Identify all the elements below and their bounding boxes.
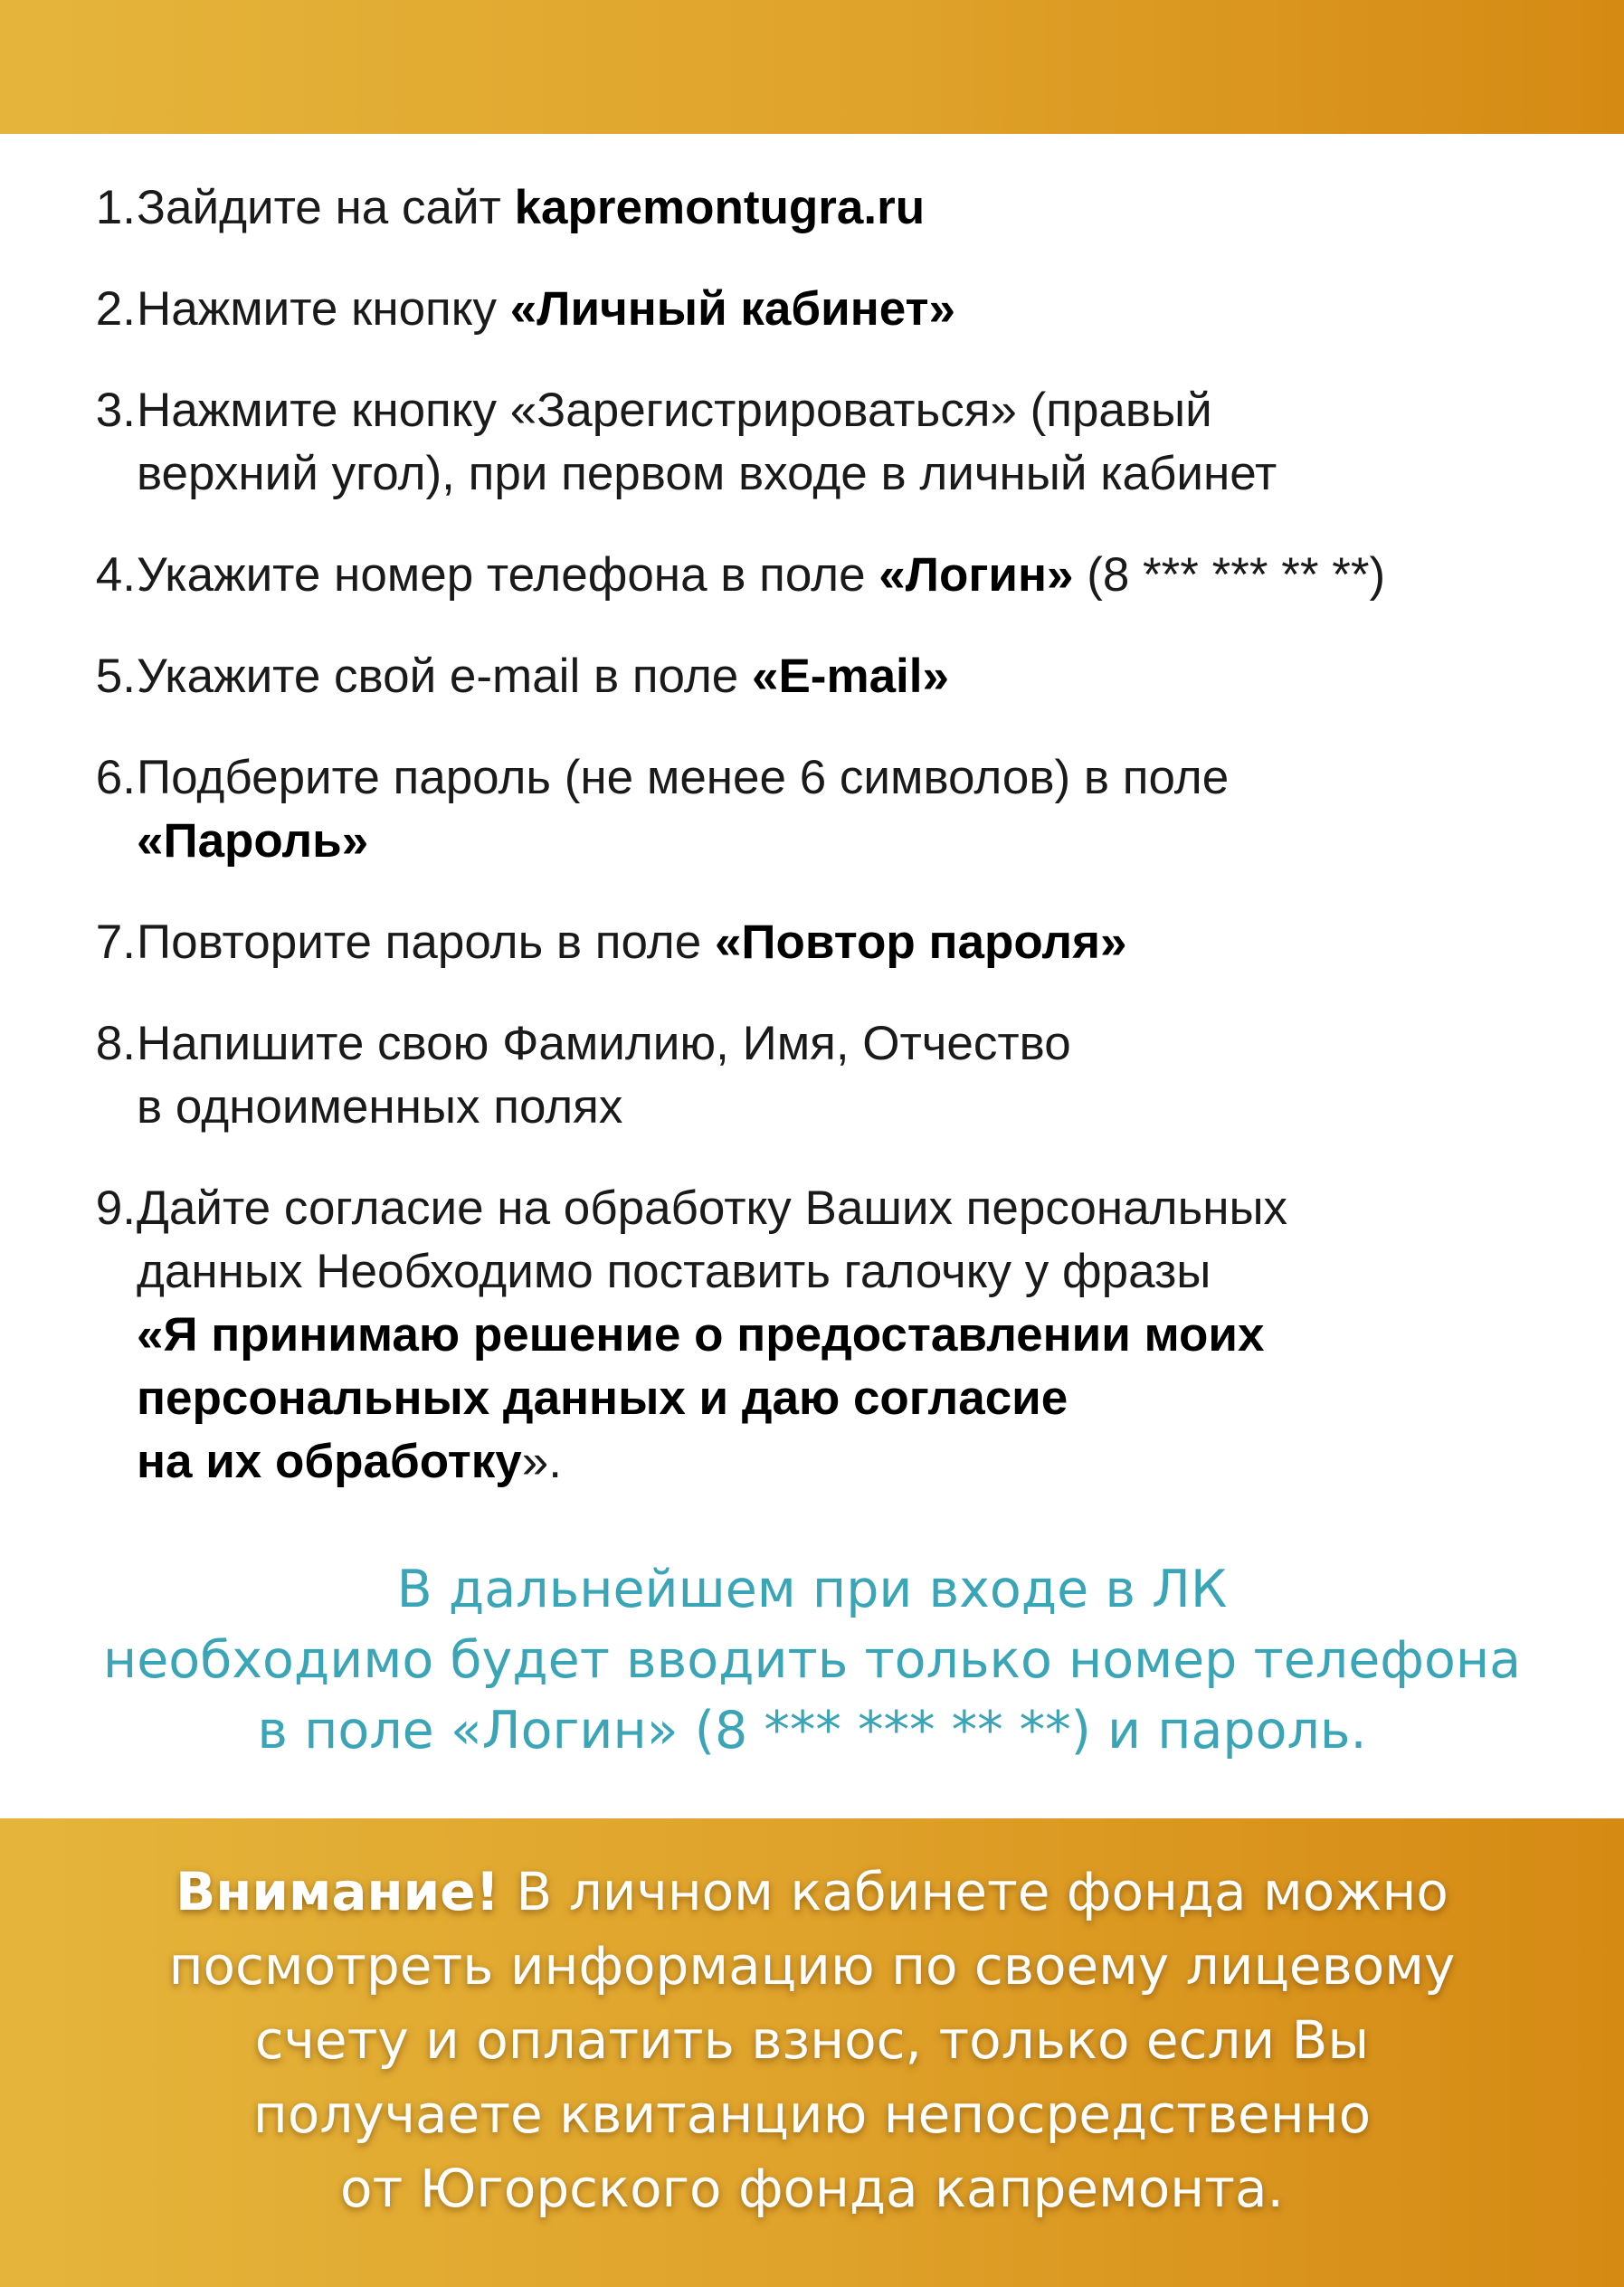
step-fragment: Повторите пароль в поле [137,916,715,969]
attention-line-2: посмотреть информацию по своему лицевому [168,1935,1456,1997]
step-fragment: Дайте согласие на обработку Ваших персональных [137,1181,1288,1235]
step-emphasis: «E-mail» [751,650,949,703]
attention-line-3: счету и оплатить взнос, только если Вы [254,2009,1370,2071]
note-line-1: В дальнейшем при входе в ЛК [396,1560,1228,1619]
step-text [136,544,1385,607]
step-fragment: Подберите пароль (не менее 6 символов) в поле [137,751,1230,804]
step-fragment: Напишите свою Фамилию, Имя, Отчество [137,1017,1071,1070]
step-number: 7. [95,916,136,969]
step-fragment: Зайдите на сайт [137,181,515,234]
step-emphasis: kapremontugra.ru [514,181,926,234]
step-number: 6. [95,751,136,804]
step-fragment: ». [521,1435,562,1488]
step-fragment: Укажите номер телефона в поле [137,548,879,602]
attention-first-line-text: В личном кабинете фонда можно [499,1861,1448,1922]
step-emphasis: «Я принимаю решение о предоставлении моих [137,1308,1265,1362]
step-item [72,1012,1592,1139]
step-text [136,1177,1287,1494]
instruction-list [72,176,1592,1532]
attention-label: Внимание! [176,1861,500,1922]
step-fragment: верхний угол), при первом входе в личный кабинет [137,447,1277,500]
step-text [136,278,955,341]
step-text [136,645,949,708]
step-number: 3. [95,384,136,437]
step-emphasis: персональных данных и даю согласие [137,1371,1068,1425]
note-line-3: в поле «Логин» (8 *** *** ** **) и пароль. [257,1701,1367,1760]
step-fragment: Укажите свой e-mail в поле [137,650,752,703]
step-text [136,746,1229,873]
step-item [72,544,1592,607]
step-item [72,379,1592,506]
step-text [136,911,1126,974]
step-fragment: Нажмите кнопку «Зарегистрироваться» (правый [137,384,1212,437]
step-item [72,911,1592,974]
step-fragment: (8 *** *** ** **) [1073,548,1386,602]
step-number: 8. [95,1017,136,1070]
step-text [136,1012,1071,1139]
step-number: 9. [95,1181,136,1235]
step-item [72,645,1592,708]
step-text [136,379,1277,506]
attention-line-5: от Югорского фонда капремонта. [340,2158,1284,2219]
step-item [72,746,1592,873]
step-text [136,176,925,240]
step-number: 5. [95,650,136,703]
step-fragment: Нажмите кнопку [137,282,510,336]
step-fragment: данных Необходимо поставить галочку у фразы [137,1245,1211,1298]
attention-line-4: получаете квитанцию непосредственно [252,2083,1372,2145]
login-note [0,1554,1624,1766]
step-item [72,176,1592,240]
step-emphasis: «Личный кабинет» [509,282,955,336]
step-emphasis: «Пароль» [137,814,369,868]
step-emphasis: «Логин» [878,548,1074,602]
step-number: 2. [95,282,136,336]
step-number: 1. [95,181,136,234]
attention-block [0,1855,1624,2225]
top-decorative-band [0,0,1624,134]
step-emphasis: «Повтор пароля» [714,916,1127,969]
attention-line-1 [0,1855,1624,1929]
step-number: 4. [95,548,136,602]
step-fragment: в одноименных полях [137,1080,623,1134]
step-emphasis: на их обработку [137,1435,522,1488]
note-line-2: необходимо будет вводить только номер телефона [102,1630,1522,1690]
step-item [72,1177,1592,1494]
step-item [72,278,1592,341]
